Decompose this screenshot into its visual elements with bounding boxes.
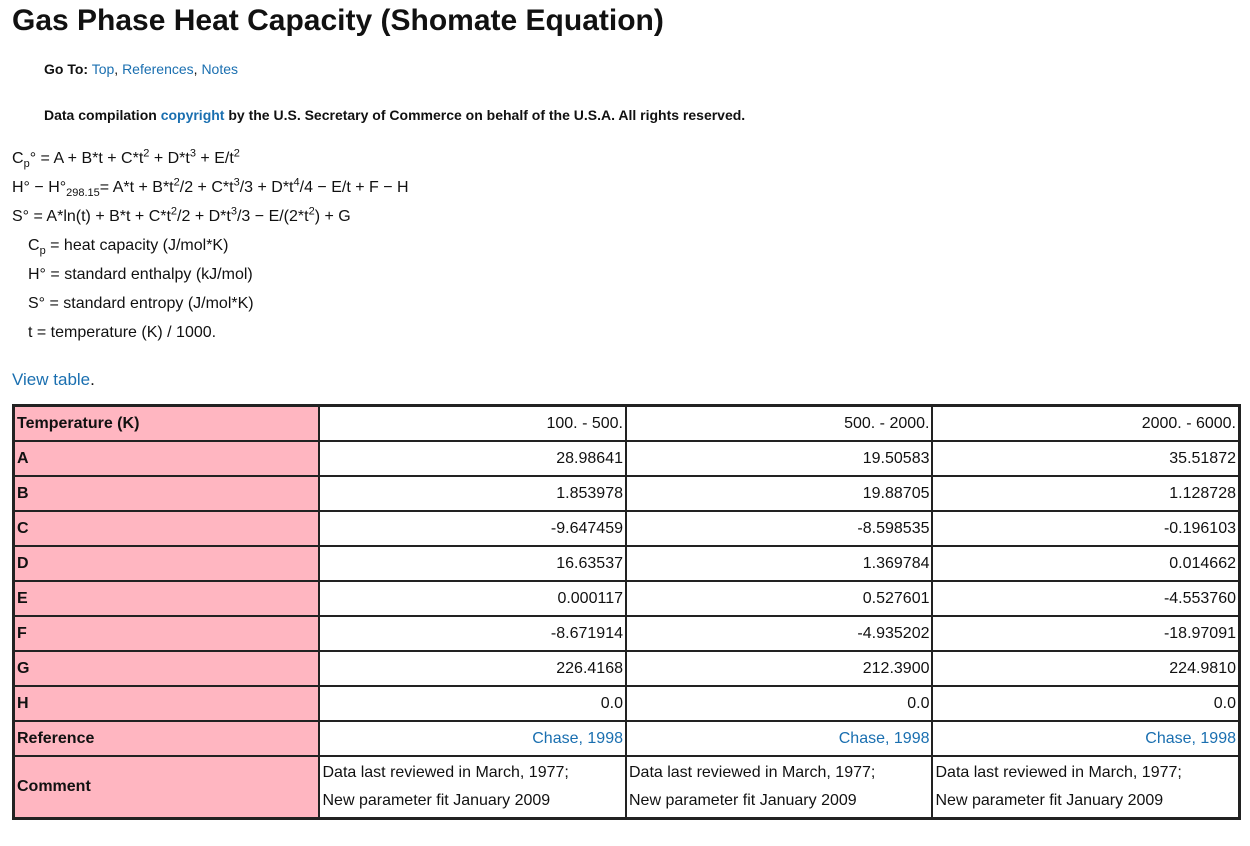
row-label: Temperature (K) (14, 406, 319, 441)
shomate-table (12, 404, 1241, 820)
row-label: H (14, 686, 319, 721)
table-cell: -4.935202 (626, 616, 933, 651)
reference-cell (626, 721, 933, 756)
goto-notes-link[interactable]: Notes (201, 61, 239, 77)
page-title: Gas Phase Heat Capacity (Shomate Equation) (12, 4, 664, 37)
row-label: C (14, 511, 319, 546)
row-label: F (14, 616, 319, 651)
goto-nav: Go To: Top, References, Notes (44, 61, 239, 77)
table-row (14, 546, 1239, 581)
table-cell: 19.88705 (626, 476, 933, 511)
row-label: A (14, 441, 319, 476)
row-label: G (14, 651, 319, 686)
row-label: E (14, 581, 319, 616)
entropy-definition: S° = standard entropy (J/mol*K) (28, 295, 254, 312)
table-cell: 500. - 2000. (626, 406, 933, 441)
row-label: B (14, 476, 319, 511)
table-cell: 0.014662 (932, 546, 1239, 581)
table-cell: 0.0 (932, 686, 1239, 721)
table-cell: 2000. - 6000. (932, 406, 1239, 441)
view-table-link[interactable]: View table (12, 370, 91, 389)
comment-cell (319, 756, 626, 818)
table-cell: 1.369784 (626, 546, 933, 581)
comment-line: Data last reviewed in March, 1977; (322, 764, 569, 781)
enthalpy-equation: $H^\circ - H^\circ_{298.15}= A*t + B*t^2/2 + C*t^3/3 + D*t^4/4 - E/t + F - H$ (12, 176, 409, 200)
table-cell: 28.98641 (319, 441, 626, 476)
comment-line: New parameter fit January 2009 (628, 792, 857, 809)
cp-equation: $C_p^\circ = A + B*t + C*t^2 + D*t^3 + E/t^2$ (12, 147, 240, 171)
table-cell: 1.853978 (319, 476, 626, 511)
reference-cell (319, 721, 626, 756)
reference-link[interactable]: Chase, 1998 (532, 729, 623, 747)
equations-block (12, 144, 1250, 347)
table-row (14, 476, 1239, 511)
copyright-link[interactable]: copyright (160, 107, 225, 123)
table-cell: 0.0 (319, 686, 626, 721)
table-cell: 35.51872 (932, 441, 1239, 476)
reference-row (14, 721, 1239, 756)
table-row (14, 581, 1239, 616)
table-cell: -0.196103 (932, 511, 1239, 546)
comment-cell (932, 756, 1239, 818)
table-cell: 100. - 500. (319, 406, 626, 441)
table-cell: 224.9810 (932, 651, 1239, 686)
table-cell: 0.0 (626, 686, 933, 721)
row-label: Reference (14, 721, 319, 756)
table-cell: 212.3900 (626, 651, 933, 686)
comment-line: Data last reviewed in March, 1977; (935, 764, 1182, 781)
table-row (14, 441, 1239, 476)
table-row (14, 651, 1239, 686)
table-cell: 19.50583 (626, 441, 933, 476)
temperature-definition: t = temperature (K) / 1000. (28, 324, 217, 341)
table-header-row (14, 406, 1239, 441)
table-cell: 16.63537 (319, 546, 626, 581)
table-cell: 0.527601 (626, 581, 933, 616)
table-row (14, 616, 1239, 651)
goto-label: Go To: (44, 61, 89, 77)
reference-cell (932, 721, 1239, 756)
table-row (14, 511, 1239, 546)
view-table-line: View table. (12, 370, 95, 389)
table-cell: -8.671914 (319, 616, 626, 651)
row-label: Comment (14, 756, 319, 818)
comment-line: New parameter fit January 2009 (322, 792, 551, 809)
comment-line: New parameter fit January 2009 (935, 792, 1164, 809)
copyright-suffix: by the U.S. Secretary of Commerce on behalf of the U.S.A. All rights reserved. (228, 107, 746, 123)
table-cell: 0.000117 (319, 581, 626, 616)
table-cell: 1.128728 (932, 476, 1239, 511)
table-row (14, 686, 1239, 721)
goto-top-link[interactable]: Top (91, 61, 115, 77)
cp-definition: $C_p$ = heat capacity (J/mol*K) (28, 237, 229, 258)
table-cell: -18.97091 (932, 616, 1239, 651)
table-cell: -9.647459 (319, 511, 626, 546)
reference-link[interactable]: Chase, 1998 (1145, 729, 1236, 747)
comment-row (14, 756, 1239, 818)
copyright-notice (44, 106, 1250, 124)
table-cell: 226.4168 (319, 651, 626, 686)
comment-line: Data last reviewed in March, 1977; (628, 764, 876, 781)
table-cell: -4.553760 (932, 581, 1239, 616)
entropy-equation: $S^\circ = A*\ln(t) + B*t + C*t^2/2 + D*t^3/3 - E/(2*t^2) + G$ (12, 205, 351, 225)
table-cell: -8.598535 (626, 511, 933, 546)
copyright-prefix: Data compilation (44, 107, 157, 123)
row-label: D (14, 546, 319, 581)
enthalpy-definition: H° = standard enthalpy (kJ/mol) (28, 266, 253, 283)
comment-cell (626, 756, 933, 818)
reference-link[interactable]: Chase, 1998 (838, 729, 930, 747)
goto-references-link[interactable]: References (122, 61, 194, 77)
